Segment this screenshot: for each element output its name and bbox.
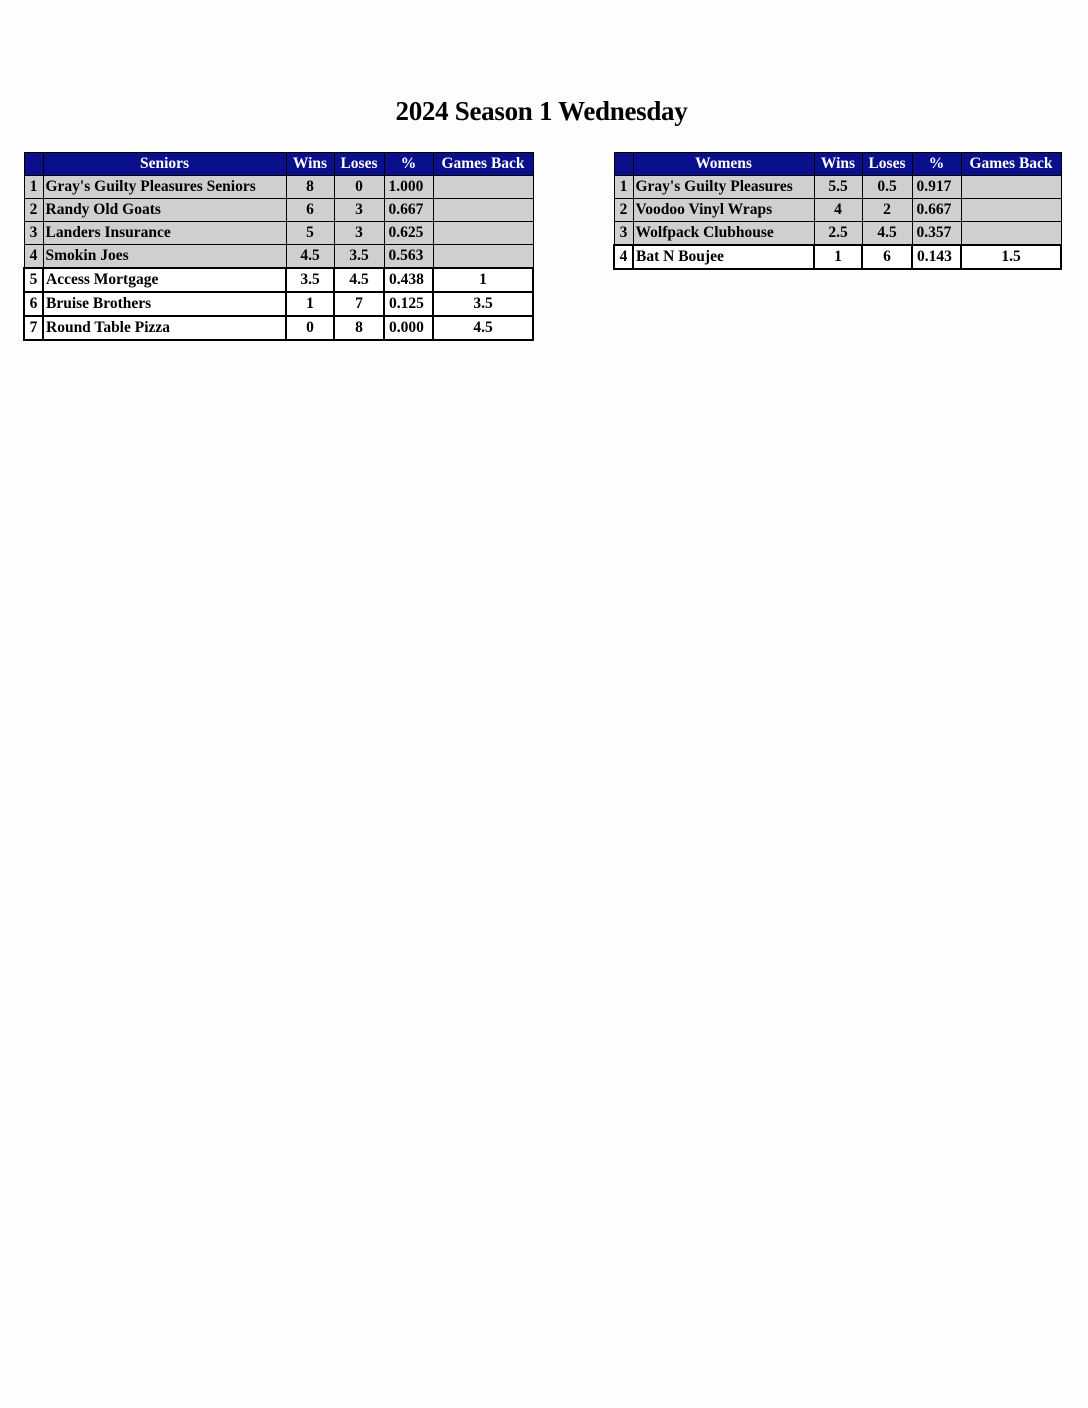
rank-header: [24, 153, 43, 176]
team-name-cell: Gray's Guilty Pleasures: [633, 176, 814, 199]
team-name-cell: Voodoo Vinyl Wraps: [633, 199, 814, 222]
table-row: [24, 292, 533, 316]
games-back-cell: 4.5: [433, 316, 533, 340]
table-row: [24, 268, 533, 292]
wins-cell: 1: [286, 292, 334, 316]
table-row: [614, 199, 1061, 222]
pct-cell: 1.000: [384, 176, 433, 199]
team-name-cell: Bat N Boujee: [633, 245, 814, 269]
games-back-header: Games Back: [433, 153, 533, 176]
games-back-cell: [961, 222, 1061, 246]
loses-cell: 0.5: [862, 176, 912, 199]
rank-cell: 6: [24, 292, 43, 316]
rank-cell: 3: [24, 222, 43, 245]
team-name-cell: Round Table Pizza: [43, 316, 286, 340]
pct-header: %: [912, 153, 961, 176]
pct-cell: 0.357: [912, 222, 961, 246]
team-name-cell: Bruise Brothers: [43, 292, 286, 316]
rank-cell: 4: [614, 245, 633, 269]
pct-cell: 0.000: [384, 316, 433, 340]
games-back-cell: 3.5: [433, 292, 533, 316]
loses-cell: 3.5: [334, 245, 384, 269]
loses-cell: 8: [334, 316, 384, 340]
rank-header: [614, 153, 633, 176]
games-back-cell: [961, 199, 1061, 222]
table-header-row: [614, 153, 1061, 176]
table-header-row: [24, 153, 533, 176]
pct-cell: 0.143: [912, 245, 961, 269]
rank-cell: 4: [24, 245, 43, 269]
rank-cell: 3: [614, 222, 633, 246]
games-back-cell: [433, 245, 533, 269]
wins-cell: 1: [814, 245, 862, 269]
games-back-cell: 1: [433, 268, 533, 292]
rank-cell: 5: [24, 268, 43, 292]
team-name-cell: Access Mortgage: [43, 268, 286, 292]
wins-header: Wins: [286, 153, 334, 176]
games-back-cell: [961, 176, 1061, 199]
games-back-cell: 1.5: [961, 245, 1061, 269]
pct-cell: 0.667: [384, 199, 433, 222]
womens-standings-table: [613, 152, 1062, 270]
loses-header: Loses: [862, 153, 912, 176]
team-name-cell: Randy Old Goats: [43, 199, 286, 222]
pct-cell: 0.667: [912, 199, 961, 222]
rank-cell: 7: [24, 316, 43, 340]
rank-cell: 1: [614, 176, 633, 199]
pct-cell: 0.438: [384, 268, 433, 292]
team-name-cell: Gray's Guilty Pleasures Seniors: [43, 176, 286, 199]
wins-header: Wins: [814, 153, 862, 176]
division-header: Womens: [633, 153, 814, 176]
games-back-cell: [433, 222, 533, 245]
rank-cell: 2: [24, 199, 43, 222]
pct-cell: 0.563: [384, 245, 433, 269]
games-back-cell: [433, 176, 533, 199]
pct-cell: 0.125: [384, 292, 433, 316]
table-row: [614, 176, 1061, 199]
table-row: [24, 222, 533, 245]
loses-cell: 3: [334, 222, 384, 245]
table-row: [24, 245, 533, 269]
table-row: [614, 222, 1061, 246]
page-title: 2024 Season 1 Wednesday: [395, 96, 688, 126]
loses-cell: 3: [334, 199, 384, 222]
table-row: [614, 245, 1061, 269]
table-row: [24, 176, 533, 199]
wins-cell: 3.5: [286, 268, 334, 292]
pct-cell: 0.917: [912, 176, 961, 199]
wins-cell: 5.5: [814, 176, 862, 199]
wins-cell: 4: [814, 199, 862, 222]
loses-cell: 4.5: [334, 268, 384, 292]
loses-header: Loses: [334, 153, 384, 176]
rank-cell: 1: [24, 176, 43, 199]
loses-cell: 2: [862, 199, 912, 222]
loses-cell: 6: [862, 245, 912, 269]
rank-cell: 2: [614, 199, 633, 222]
wins-cell: 4.5: [286, 245, 334, 269]
team-name-cell: Landers Insurance: [43, 222, 286, 245]
division-header: Seniors: [43, 153, 286, 176]
wins-cell: 0: [286, 316, 334, 340]
team-name-cell: Smokin Joes: [43, 245, 286, 269]
pct-cell: 0.625: [384, 222, 433, 245]
wins-cell: 8: [286, 176, 334, 199]
wins-cell: 6: [286, 199, 334, 222]
wins-cell: 5: [286, 222, 334, 245]
team-name-cell: Wolfpack Clubhouse: [633, 222, 814, 246]
seniors-standings-table: [23, 152, 534, 341]
loses-cell: 4.5: [862, 222, 912, 246]
table-row: [24, 199, 533, 222]
table-row: [24, 316, 533, 340]
loses-cell: 7: [334, 292, 384, 316]
games-back-cell: [433, 199, 533, 222]
loses-cell: 0: [334, 176, 384, 199]
pct-header: %: [384, 153, 433, 176]
games-back-header: Games Back: [961, 153, 1061, 176]
wins-cell: 2.5: [814, 222, 862, 246]
